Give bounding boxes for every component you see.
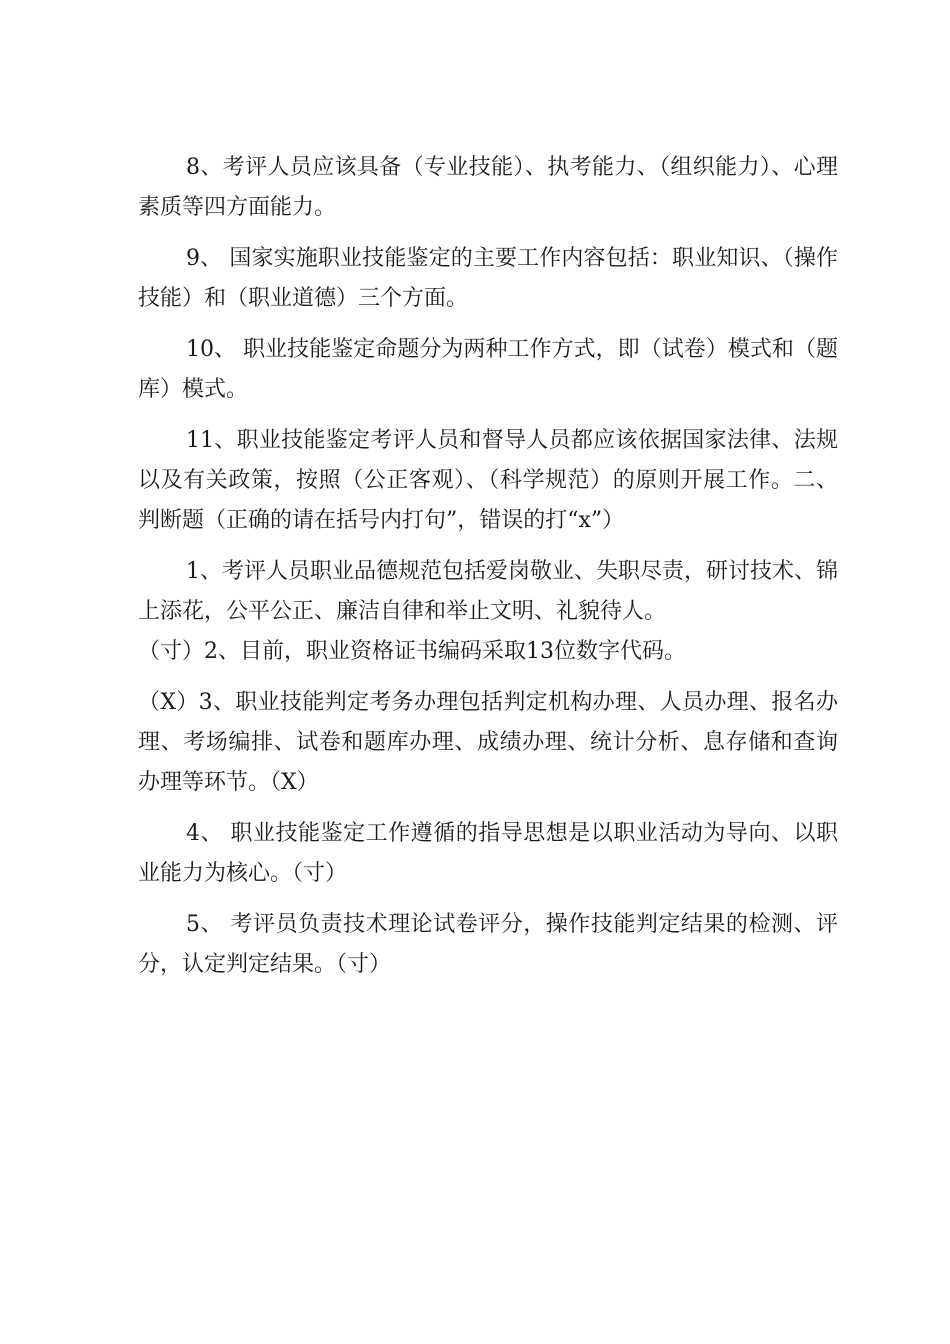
paragraph-judge-2: （寸）2、目前，职业资格证书编码采取13位数字代码。 <box>138 639 686 664</box>
paragraph-judge-4: 4、 职业技能鉴定工作遵循的指导思想是以职业活动为导向、以职业能力为核心。（寸） <box>138 821 838 886</box>
paragraph-q10: 10、 职业技能鉴定命题分为两种工作方式，即（试卷）模式和（题库）模式。 <box>138 337 838 402</box>
paragraph-judge-5: 5、 考评员负责技术理论试卷评分，操作技能判定结果的检测、评分，认定判定结果。（寸） <box>138 912 838 977</box>
document-body <box>138 148 838 985</box>
paragraph-judge-3: （X）3、职业技能判定考务办理包括判定机构办理、人员办理、报名办理、考场编排、试卷和题库办理、成绩办理、统计分析、息存储和查询办理等环节。（X） <box>138 690 838 795</box>
paragraph-q9: 9、 国家实施职业技能鉴定的主要工作内容包括：职业知识、（操作技能）和（职业道德）三个方面。 <box>138 246 838 311</box>
paragraph-q11: 11、职业技能鉴定考评人员和督导人员都应该依据国家法律、法规以及有关政策，按照（公正客观）、（科学规范）的原则开展工作。二、判断题（正确的请在括号内打句”，错误的打“x”） <box>138 428 838 533</box>
paragraph-judge-1: 1、考评人员职业品德规范包括爱岗敬业、失职尽责，研讨技术、锦上添花，公平公正、廉洁自律和举止文明、礼貌待人。 <box>138 559 838 624</box>
paragraph-q8: 8、考评人员应该具备（专业技能）、执考能力、（组织能力）、心理素质等四方面能力。 <box>138 155 838 220</box>
